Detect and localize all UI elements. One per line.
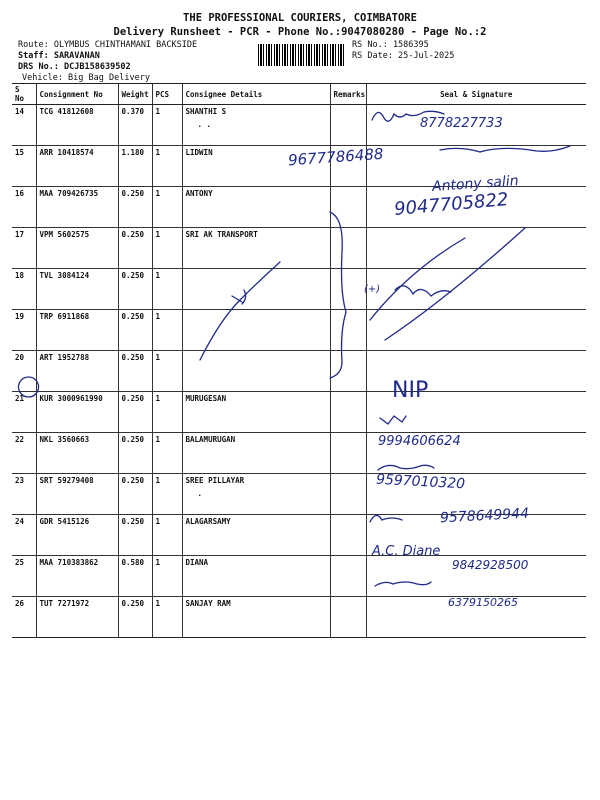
cell-sno-text: 26 <box>15 599 25 608</box>
staff-label: Staff: SARAVANAN <box>18 51 100 61</box>
bracket-stroke <box>330 212 346 378</box>
cell-consignment-no-text: KUR 3000961990 <box>39 394 103 403</box>
cell-pcs-text: 1 <box>155 189 161 198</box>
cell-weight-text: 0.250 <box>121 476 145 485</box>
rs-number: RS No.: 1586395 <box>352 40 429 50</box>
circle-mark <box>18 377 38 397</box>
cell-pcs-text: 1 <box>155 148 161 157</box>
cell-pcs-text: 1 <box>155 271 161 280</box>
consignee-extra-mark: . . <box>197 120 212 129</box>
cell-consignee-text: MURUGESAN <box>185 394 227 403</box>
scribble-stroke <box>370 238 465 320</box>
cell-consignee-text: SRI AK TRANSPORT <box>185 230 258 239</box>
cell-sno-text: 21 <box>15 394 25 403</box>
cell-pcs-text: 1 <box>155 435 161 444</box>
cell-weight-text: 0.250 <box>121 435 145 444</box>
col-consignee: Consignee Details <box>182 84 330 105</box>
cell-weight-text: 0.250 <box>121 230 145 239</box>
cell-consignment-no-text: GDR 5415126 <box>39 517 90 526</box>
cell-consignee-text: BALAMURUGAN <box>185 435 236 444</box>
cell-weight-text: 0.250 <box>121 271 145 280</box>
cell-pcs-text: 1 <box>155 312 161 321</box>
cell-consignment-no-text: SRT 59279408 <box>39 476 94 485</box>
cell-sno-text: 23 <box>15 476 25 485</box>
cell-consignee-text: DIANA <box>185 558 209 567</box>
rs-date: RS Date: 25-Jul-2025 <box>352 51 455 61</box>
signature-stroke <box>440 146 570 152</box>
cell-pcs-text: 1 <box>155 558 161 567</box>
cell-consignee-text: LIDWIN <box>185 148 213 157</box>
cell-sno-text: 19 <box>15 312 25 321</box>
handwritten-phone-22: 9994606624 <box>378 434 461 449</box>
cell-weight-text: 0.250 <box>121 312 145 321</box>
cell-pcs-text: 1 <box>155 517 161 526</box>
consignee-extra-mark: . <box>197 489 203 498</box>
cell-sno-text: 22 <box>15 435 25 444</box>
cell-consignment-no-text: ART 1952788 <box>39 353 90 362</box>
cell-sno-text: 20 <box>15 353 25 362</box>
cell-consignment-no-text: NKL 3560663 <box>39 435 90 444</box>
handwritten-phone-16: 9047705822 <box>393 189 510 220</box>
signature-stroke <box>370 515 402 522</box>
cell-pcs-text: 1 <box>155 230 161 239</box>
cell-consignee-text: ANTONY <box>185 189 213 198</box>
handwritten-name-25: A.C. Diane <box>372 544 441 559</box>
cell-weight-text: 0.370 <box>121 107 145 116</box>
col-consignment-no: Consignment No <box>36 84 118 105</box>
handwritten-phone-24: 9578649944 <box>439 505 530 527</box>
document-title: THE PROFESSIONAL COURIERS, COIMBATORE <box>183 12 417 24</box>
cell-consignee-text: SHANTHI S <box>185 107 227 116</box>
cell-consignment-no-text: MAA 709426735 <box>39 189 99 198</box>
cell-consignment-no-text: TCG 41812608 <box>39 107 94 116</box>
cell-sno-text: 15 <box>15 148 25 157</box>
col-seal-signature: Seal & Signature <box>366 84 586 105</box>
handwritten-phone-15: 9677786488 <box>287 144 384 170</box>
cell-sno-text: 24 <box>15 517 25 526</box>
handwritten-phone-14: 8778227733 <box>420 116 503 131</box>
scribble-stroke <box>395 286 451 296</box>
handwritten-phone-26: 6379150265 <box>448 596 518 609</box>
route-label: Route: OLYMBUS CHINTHAMANI BACKSIDE <box>18 40 198 50</box>
drs-number: DRS No.: DCJB158639502 <box>18 62 131 72</box>
cell-consignment-no-text: TVL 3084124 <box>39 271 90 280</box>
cell-pcs-text: 1 <box>155 353 161 362</box>
cell-consignment-no-text: TRP 6911868 <box>39 312 90 321</box>
handwritten-status-22: NIP <box>392 378 429 403</box>
cell-consignee-text: SANJAY RAM <box>185 599 231 608</box>
cell-consignment-no-text: MAA 710383862 <box>39 558 99 567</box>
cell-consignee-text: ALAGARSAMY <box>185 517 231 526</box>
handwritten-name-16: Antony salin <box>431 172 520 196</box>
signature-stroke <box>380 416 406 424</box>
handwritten-phone-25: 9842928500 <box>452 558 529 572</box>
col-sno: S No <box>12 84 36 105</box>
cell-consignee-text: SREE PILLAYAR <box>185 476 245 485</box>
cell-consignment-no-text: VPM 5602575 <box>39 230 90 239</box>
cell-weight-text: 1.180 <box>121 148 145 157</box>
vehicle-label: Vehicle: Big Bag Delivery <box>22 73 150 83</box>
cell-sno-text: 16 <box>15 189 25 198</box>
cell-weight-text: 0.250 <box>121 189 145 198</box>
cell-pcs-text: 1 <box>155 107 161 116</box>
cell-weight-text: 0.250 <box>121 599 145 608</box>
cell-weight-text: 0.250 <box>121 394 145 403</box>
cell-consignment-no-text: ARR 10418574 <box>39 148 94 157</box>
cell-pcs-text: 1 <box>155 599 161 608</box>
runsheet-subtitle: Delivery Runsheet - PCR - Phone No.:9047080280 - Page No.:2 <box>113 26 487 38</box>
col-remarks: Remarks <box>330 84 366 105</box>
col-pcs: PCS <box>152 84 182 105</box>
signature-stroke <box>375 582 431 586</box>
cell-sno-text: 17 <box>15 230 25 239</box>
cell-pcs-text: 1 <box>155 476 161 485</box>
cell-pcs-text: 1 <box>155 394 161 403</box>
cell-sno-text: 14 <box>15 107 25 116</box>
signature-stroke <box>378 465 434 470</box>
cell-consignment-no-text: TUT 7271972 <box>39 599 90 608</box>
col-weight: Weight <box>118 84 152 105</box>
scribble-stroke <box>200 262 280 360</box>
cell-weight-text: 0.580 <box>121 558 145 567</box>
cell-sno-text: 25 <box>15 558 25 567</box>
handwritten-phone-23: 9597010320 <box>375 471 466 493</box>
cell-sno-text: 18 <box>15 271 25 280</box>
cell-weight-text: 0.250 <box>121 353 145 362</box>
handwritten-mark-19: (+) <box>364 284 381 295</box>
cell-weight-text: 0.250 <box>121 517 145 526</box>
